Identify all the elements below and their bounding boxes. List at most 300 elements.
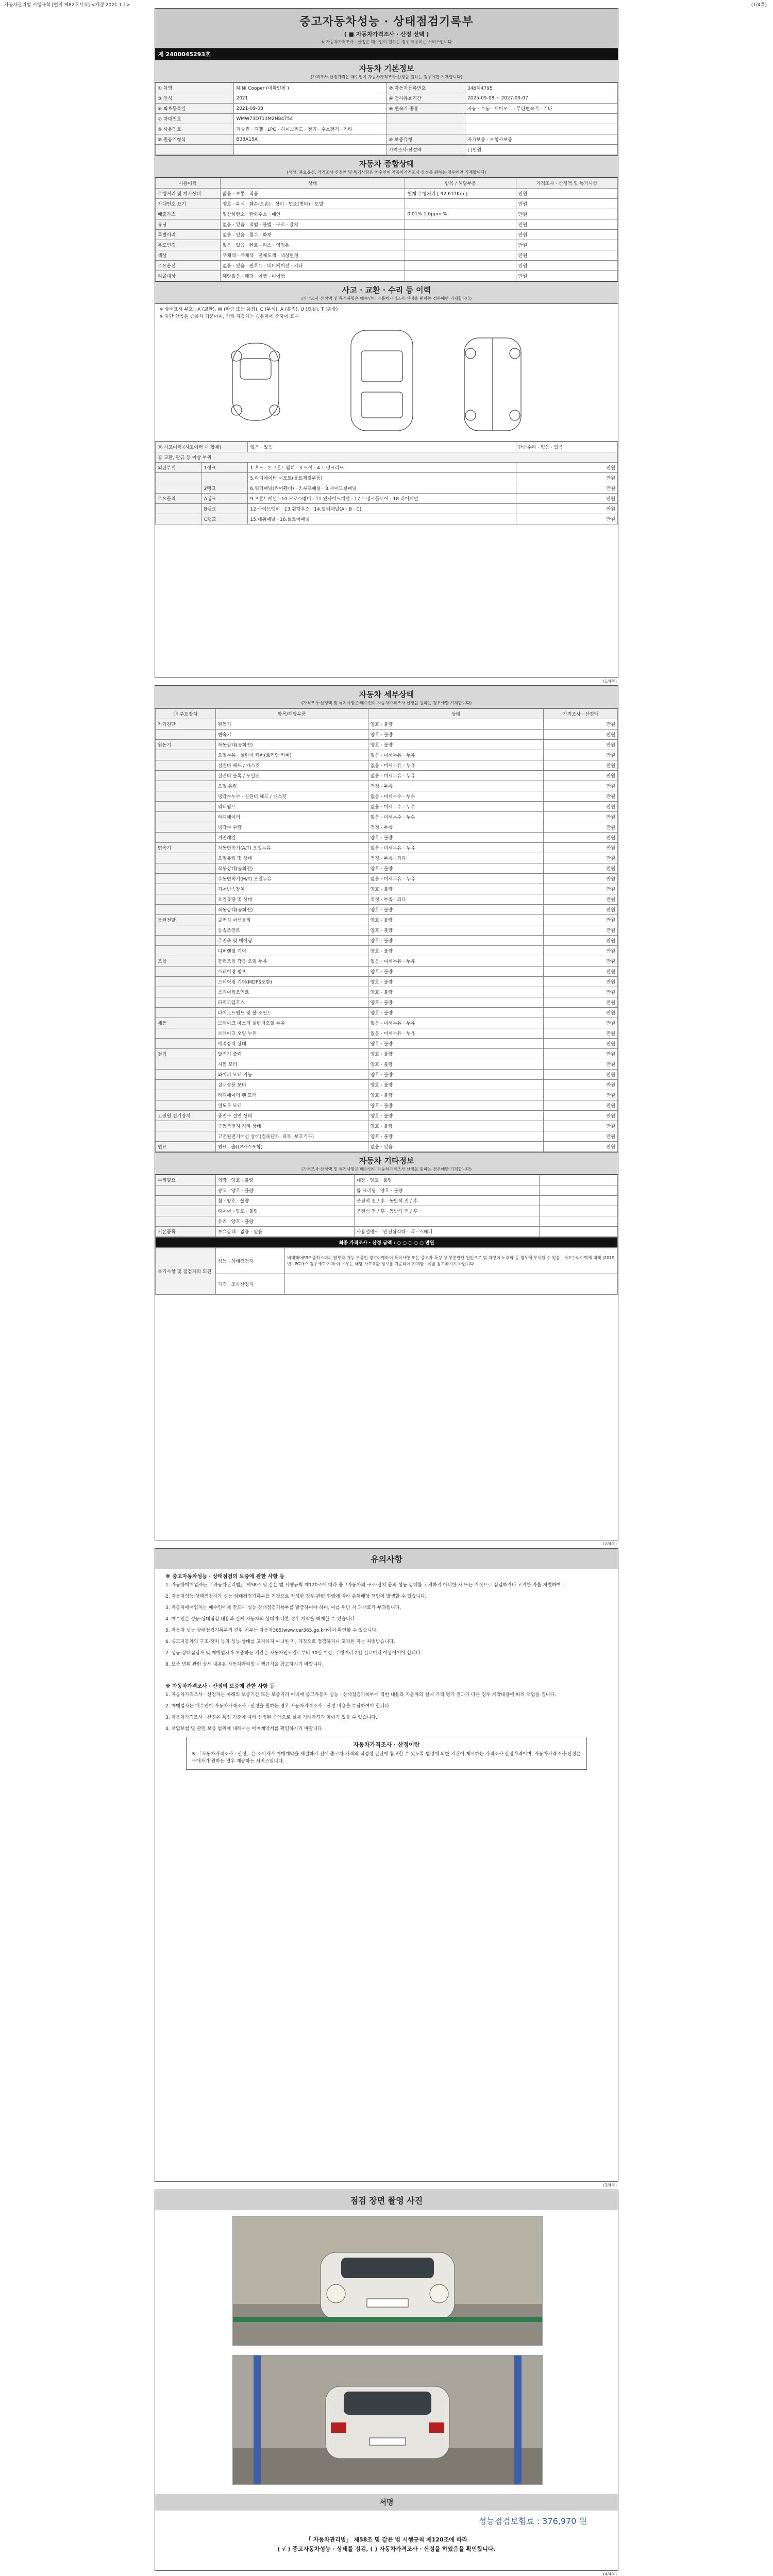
- device-label: [156, 1100, 216, 1111]
- notice-list-1: [155, 1582, 618, 1668]
- part-label: 스티어링 펌프: [215, 967, 368, 977]
- basic-info-sub: (가격조사·산정가격은 매수인이 자동차가격조사·산정을 원하는 경우에만 기재합니다): [155, 74, 618, 82]
- price-cell: 만원: [516, 514, 617, 524]
- state-value: 양호 · 불량: [368, 1039, 544, 1049]
- page-4: [155, 2190, 618, 2576]
- price-cell: [539, 1206, 618, 1216]
- table-row: [156, 1028, 618, 1039]
- rank-label: C랭크: [201, 514, 248, 524]
- table-row: [156, 1049, 618, 1059]
- row-value: 만원: [516, 230, 617, 240]
- page-1: [155, 8, 618, 684]
- page-number-4: (4/4쪽): [603, 2572, 617, 2576]
- field-value: 자가보증 · 보험사보증: [465, 134, 617, 145]
- special-appraiser: 가격 · 조사산정자: [215, 1274, 285, 1295]
- state-value: 적정 · 부족: [368, 822, 544, 833]
- state-value: 없음 · 있음: [368, 1142, 544, 1152]
- appraisal-box: [186, 1737, 587, 1770]
- field-value: 348허4795: [465, 83, 617, 93]
- device-label: [156, 977, 216, 987]
- table-header: [156, 709, 618, 719]
- field-label: ④ 검사유효기간: [386, 93, 465, 104]
- part-label: 타이로드엔드 및 볼 조인트: [215, 1008, 368, 1018]
- table-row: [156, 452, 618, 463]
- field-value: 가솔린 · 디젤 · LPG · 하이브리드 · 전기 · 수소전기 · 기타: [234, 124, 386, 134]
- device-label: [156, 1070, 216, 1080]
- table-row: [156, 261, 618, 271]
- table-row: [156, 812, 618, 822]
- state-value: 양호 · 불량: [368, 1131, 544, 1142]
- rank-parts: 6.쿼터패널(리어휀더) · 7.루프패널 · 8.사이드실패널: [248, 483, 516, 494]
- table-row: [156, 1175, 618, 1185]
- device-label: [156, 936, 216, 946]
- device-label: [156, 760, 216, 771]
- field-value: 자동 · 수동 · 세미오토 · 무단변속기 · 기타: [465, 104, 617, 114]
- final-price-label: 최종 가격조사 · 산정 금액 : ○ ○ ○ ○ ○ 만원: [156, 1238, 618, 1248]
- device-label: [156, 1131, 216, 1142]
- rank-parts: 9.프론트패널 · 10.크로스멤버 · 11.인사이드패널 · 17.트렁크플로어 · 18.리어패널: [248, 494, 516, 504]
- detail-title: 자동차 세부상태: [155, 686, 618, 700]
- price-cell: 만원: [516, 463, 617, 473]
- table-row: [156, 977, 618, 987]
- table-row: [156, 967, 618, 977]
- device-label: [156, 812, 216, 822]
- document-number: 제 2400045293호: [155, 48, 618, 60]
- price-cell: 만원: [544, 936, 618, 946]
- row-value: [405, 261, 516, 271]
- table-row: [156, 1142, 618, 1152]
- device-label: [156, 1008, 216, 1018]
- table-row: [156, 83, 618, 93]
- row-value: 없음 · 있음 · 렌트 · 리스 · 영업용: [220, 240, 405, 250]
- part-label: 파워고압호스: [215, 997, 368, 1008]
- row-value: 만원: [516, 189, 617, 199]
- field-value: 2021: [234, 93, 386, 104]
- price-cell: 만원: [544, 967, 618, 977]
- notice-item: 1. 자동차매매업자는 「자동차관리법」 제58조 및 같은 법 시행규칙 제120조에 따라 중고자동차의 구조·장치 등의 성능·상태를 고지하지 아니한 자 또는 거짓으로 점검하거나 고지한 자를 처벌하며...: [165, 1583, 565, 1588]
- accident-history-label: ⑪ 사고이력 (사고이력 시 합계): [156, 442, 248, 452]
- state-value: 양호 · 불량: [368, 884, 544, 894]
- state-value: 없음 · 미세누유 · 누유: [368, 1018, 544, 1028]
- price-cell: 만원: [544, 863, 618, 874]
- legend-line-1: ※ 상태표시 부호 : X (교환), W (판금 또는 용접), C (부식), A (흠집), U (요철), T (손상): [159, 307, 338, 312]
- table-row: [156, 1008, 618, 1018]
- car-diagram-area: [155, 323, 618, 442]
- field-label: ⑨ 원동기형식: [156, 134, 234, 145]
- state-value: 없음 · 미세누유 · 누유: [368, 760, 544, 771]
- row-value: [405, 240, 516, 250]
- price-cell: 만원: [544, 1059, 618, 1070]
- table-row: [156, 145, 618, 155]
- row-value: 만원: [516, 271, 617, 281]
- price-cell: 만원: [544, 833, 618, 843]
- price-cell: 만원: [544, 956, 618, 967]
- item-value: 내장 · 양호 · 불량: [354, 1175, 539, 1185]
- device-label: [156, 1121, 216, 1131]
- row-value: 없음 · 있음 · 썬루프 · 네비게이션 · 기타: [220, 261, 405, 271]
- item-value: 운전석 전 / 후 · 동반석 전 / 후: [354, 1196, 539, 1206]
- row-label: 리콜대상: [156, 271, 221, 281]
- photos-title: 점검 장면 촬영 사진: [155, 2190, 618, 2210]
- device-label: 원동기: [156, 740, 216, 750]
- device-label: 자기진단: [156, 719, 216, 730]
- table-row: [156, 1059, 618, 1070]
- row-value: 만원: [516, 209, 617, 219]
- table-row: [156, 1039, 618, 1049]
- price-cell: 만원: [544, 925, 618, 936]
- price-cell: 만원: [544, 1018, 618, 1028]
- table-row: [156, 189, 618, 199]
- table-row: [156, 863, 618, 874]
- rank-parts: 15.대쉬패널 · 16.플로어패널: [248, 514, 516, 524]
- device-label: 전기: [156, 1049, 216, 1059]
- price-cell: 만원: [544, 1090, 618, 1100]
- table-row: [156, 843, 618, 853]
- table-row: [156, 1100, 618, 1111]
- field-label: [156, 145, 234, 155]
- table-row: [156, 124, 618, 134]
- state-value: 양호 · 불량: [368, 1059, 544, 1070]
- notice-item: 8. 보증 범위 관련 상세 내용은 자동차관리법 시행규칙을 참고하시기 바랍니다.: [165, 1662, 324, 1667]
- price-cell: 만원: [544, 1039, 618, 1049]
- part-label: 작동상태(공회전): [215, 905, 368, 915]
- car-front-view: [231, 343, 280, 420]
- item-value: 사용설명서 · 안전삼각대 · 잭 · 스패너: [354, 1227, 539, 1237]
- price-cell: 만원: [544, 781, 618, 791]
- device-label: 변속기: [156, 843, 216, 853]
- field-label: [386, 114, 465, 124]
- device-label: 제동: [156, 1018, 216, 1028]
- state-value: 양호 · 불량: [368, 967, 544, 977]
- state-value: 없음 · 미세누유 · 누유: [368, 956, 544, 967]
- part-label: 작동상태(공회전): [215, 863, 368, 874]
- price-cell: 만원: [544, 874, 618, 884]
- special-table: [155, 1248, 618, 1295]
- page-2: [155, 685, 618, 1546]
- row-value: 무채색 · 유채색 · 전체도색 · 색상변경: [220, 250, 405, 261]
- field-label: ⑩ 보증유형: [386, 134, 465, 145]
- car-diagram: [155, 323, 618, 441]
- field-label: ⑦ 차대번호: [156, 114, 234, 124]
- notice-item: 2. 매매업자는 매수인이 자동차가격조사 · 산정을 원하는 경우 자동차가격조사 · 산정 비용을 부담하여야 합니다.: [165, 1704, 391, 1709]
- row-value: 만원: [516, 219, 617, 230]
- field-label: [386, 124, 465, 134]
- row-label: 배출가스: [156, 209, 221, 219]
- price-cell: 만원: [516, 483, 617, 494]
- category-label: 수리필요: [156, 1175, 216, 1185]
- field-value: ( )만원: [465, 145, 617, 155]
- state-value: 없음 · 미세누유 · 누유: [368, 771, 544, 781]
- price-cell: 만원: [544, 1100, 618, 1111]
- table-row: [156, 504, 618, 514]
- price-cell: [539, 1185, 618, 1196]
- final-price-table: [155, 1237, 618, 1248]
- form-reference: 자동차관리법 시행규칙 [별지 제82호서식] <개정 2021.1.1>: [4, 3, 130, 8]
- field-value: WMW73DT13M2N84754: [234, 114, 386, 124]
- part-label: 커먼레일: [215, 833, 368, 843]
- field-label: ② 자동차등록번호: [386, 83, 465, 93]
- table-row: [156, 1131, 618, 1142]
- notice-item: 2. 자동차성능·상태점검자가 성능·상태점검기록부를 거짓으로 작성한 경우 관련 법령에 따라 손해배상 책임이 발생할 수 있습니다.: [165, 1594, 427, 1599]
- part-label: 수동변속기(M/T) 오일누유: [215, 874, 368, 884]
- device-label: 조향: [156, 956, 216, 967]
- row-value: 해당없음 · 해당 · 이행 · 미이행: [220, 271, 405, 281]
- column-header: ⑬ 주요장치: [156, 709, 216, 719]
- category-label: [156, 1216, 216, 1227]
- insurance-fee: 성능점검보험료 : 376,970 원: [478, 2516, 587, 2526]
- device-label: [156, 997, 216, 1008]
- part-label: 등속조인트: [215, 925, 368, 936]
- state-value: 양호 · 불량: [368, 997, 544, 1008]
- row-label: 튜닝: [156, 219, 221, 230]
- basic-info-title: 자동차 기본정보: [155, 60, 618, 74]
- rank-label: 2랭크: [201, 483, 248, 494]
- device-label: [156, 874, 216, 884]
- status-table: [155, 178, 618, 281]
- part-label: 배력장치 상태: [215, 1039, 368, 1049]
- price-cell: 만원: [544, 915, 618, 925]
- device-label: 고전원 전기장치: [156, 1111, 216, 1121]
- rank-parts: 5.라디에이터 서포트(볼트체결부품): [248, 473, 516, 483]
- part-label: 오일유량 및 상태: [215, 894, 368, 905]
- part-label: 충전구 절연 상태: [215, 1111, 368, 1121]
- price-cell: 만원: [544, 997, 618, 1008]
- part-label: 오일 유량: [215, 781, 368, 791]
- price-cell: 만원: [544, 843, 618, 853]
- part-label: 자동변속기(A/T) 오일누유: [215, 843, 368, 853]
- other-table: [155, 1175, 618, 1237]
- page-number-2: (2/4쪽): [603, 1541, 617, 1546]
- sign-line-2: ( √ ) 중고자동차성능 · 상태를 점검, ( ) 자동차가격조사 · 산정을 하였음을 확인합니다.: [277, 2546, 496, 2552]
- column-header: 사용이력: [156, 178, 221, 189]
- price-cell: 만원: [544, 894, 618, 905]
- table-row: [156, 740, 618, 750]
- part-label: 구동축전지 격리 상태: [215, 1121, 368, 1131]
- state-value: 양호 · 불량: [368, 719, 544, 730]
- row-value: [405, 219, 516, 230]
- legend-line-2: ※ 하단 항목은 승용차 기준이며, 기타 자동차는 승용차에 준하여 표시: [159, 314, 299, 319]
- table-header: [156, 178, 618, 189]
- notice-item: 5. 자동차 성능·상태점검기록부의 진위 여부는 자동차365(www.car365.go.kr)에서 확인할 수 있습니다.: [165, 1628, 378, 1633]
- notice-title: 유의사항: [155, 1549, 618, 1569]
- table-row: [156, 230, 618, 240]
- photo-rear-image: [233, 2355, 542, 2484]
- item-value: 외장 · 양호 · 불량: [215, 1175, 354, 1185]
- device-label: [156, 987, 216, 997]
- state-value: 양호 · 불량: [368, 1008, 544, 1018]
- notice-item: 3. 자동차매매업자는 매수인에게 반드시 성능·상태점검기록부를 발급하여야 하며, 이를 위반 시 과태료가 부과됩니다.: [165, 1605, 401, 1611]
- price-cell: 만원: [516, 494, 617, 504]
- state-value: 없음 · 미세누수 · 누수: [368, 802, 544, 812]
- part-label: 스티어링조인트: [215, 987, 368, 997]
- form-note: ※ 자동차가격조사 · 산정은 매수인이 원하는 경우 제공하는 서비스입니다: [321, 40, 452, 44]
- device-label: [156, 833, 216, 843]
- field-value: [465, 114, 617, 124]
- price-cell: 만원: [516, 504, 617, 514]
- table-row: [156, 240, 618, 250]
- price-cell: 만원: [544, 740, 618, 750]
- car-top-view: [351, 330, 413, 431]
- special-text: 비대해어FRP 중하스퍼의 탈부착 가능 부품인 경고이행하여 특이사항 또는 중고차 특성 상 부분판단 원인으로 및 차량이 노후화 등 경우에 부식될 수 있음 · 사고수리이력에 대해 (2019년 LPG가스 경우에도 기재·이 유무는 해당 사고교환 정보를 기준하여 기재함 · 이를 참고하시기 바랍니다: [285, 1248, 618, 1274]
- device-label: [156, 1090, 216, 1100]
- notice-heading-2: ※ 자동차가격조사 · 산정의 보증에 관한 사항 등: [165, 1684, 275, 1689]
- price-cell: 만원: [544, 760, 618, 771]
- part-label: 발전기 출력: [215, 1049, 368, 1059]
- device-label: [156, 884, 216, 894]
- notice-heading-1: ※ 중고자동차성능 · 상태점검의 보증에 관한 사항 등: [165, 1574, 285, 1580]
- price-cell: 만원: [544, 1028, 618, 1039]
- price-cell: [539, 1196, 618, 1206]
- table-row: [156, 93, 618, 104]
- device-label: [156, 863, 216, 874]
- device-label: [156, 1039, 216, 1049]
- price-cell: 만원: [544, 1070, 618, 1080]
- row-label: 특별이력: [156, 230, 221, 240]
- table-row: [156, 250, 618, 261]
- part-label: 동력조향 작동 오일 누유: [215, 956, 368, 967]
- part-label: 연료누출(LP가스포함): [215, 1142, 368, 1152]
- accident-table: [155, 442, 618, 524]
- table-row: [156, 1090, 618, 1100]
- device-label: 연료: [156, 1142, 216, 1152]
- table-row: [156, 219, 618, 230]
- part-label: 기어변속장치: [215, 884, 368, 894]
- accident-history-value: 없음 · 있음: [248, 442, 516, 452]
- item-value: 광택 · 양호 · 불량: [215, 1185, 354, 1196]
- rank-label: 1랭크: [201, 463, 248, 473]
- price-cell: 만원: [544, 853, 618, 863]
- form-title: 중고자동차성능 · 상태점검기록부: [299, 15, 474, 28]
- row-value: 현재 주행거리 [ 92,677Km ]: [405, 189, 516, 199]
- table-row: [156, 750, 618, 760]
- table-row: [156, 874, 618, 884]
- price-cell: 만원: [544, 884, 618, 894]
- price-cell: 만원: [544, 812, 618, 822]
- row-label: 색상: [156, 250, 221, 261]
- special-label: 특기사항 및 점검자의 의견: [156, 1248, 216, 1295]
- price-cell: 만원: [544, 791, 618, 802]
- appraisal-box-title: 자동차가격조사 · 산정이란: [353, 1741, 420, 1748]
- table-row: [156, 781, 618, 791]
- accident-sub: (가격조사·산정액 및 특기사항은 매수인이 자동차가격조사·산정을 원하는 경우에만 기재합니다): [155, 296, 618, 304]
- device-label: [156, 750, 216, 760]
- rank-label: 주요골격: [156, 494, 202, 504]
- table-row: [156, 463, 618, 473]
- appraisal-box-text: ※ 「자동차가격조사 · 산정」은 소비자가 매매계약을 체결하기 전에 중고차 가격의 적정성 판단에 참고할 수 있도록 법령에 의한 기관이 제시하는 가격조사·산정가격이며, 자동차가격조사·산정은 구매자가 원하는 경우 제공하는 서비스입니다.: [192, 1752, 581, 1764]
- state-value: 없음 · 미세누유 · 누유: [368, 843, 544, 853]
- column-header: 상태: [220, 178, 405, 189]
- detail-sub: (가격조사·산정액 및 특기사항은 매수인이 자동차가격조사·산정을 원하는 경우에만 기재합니다): [155, 700, 618, 708]
- field-value: [234, 145, 386, 155]
- table-row: [156, 946, 618, 956]
- price-cell: 만원: [544, 1142, 618, 1152]
- table-row: [156, 271, 618, 281]
- page-3: [155, 1548, 618, 2188]
- category-label: [156, 1185, 216, 1196]
- state-value: 없음 · 미세누유 · 누유: [368, 874, 544, 884]
- table-row: [156, 104, 618, 114]
- notice-item: 1. 자동차가격조사 · 산정자는 아래의 보증기간 또는 보증거리 이내에 중고자동차 성능 · 상태점검기록부에 적힌 내용과 자동차의 실제 가격 평가 결과가 다른 경우 계약내용에 따라 책임을 집니다.: [165, 1692, 557, 1698]
- state-value: 양호 · 불량: [368, 730, 544, 740]
- row-value: 많음 · 보통 · 적음: [220, 189, 405, 199]
- table-row: [156, 483, 618, 494]
- state-value: 양호 · 불량: [368, 1100, 544, 1111]
- price-cell: 만원: [544, 719, 618, 730]
- device-label: [156, 894, 216, 905]
- device-label: [156, 1028, 216, 1039]
- row-value: 만원: [516, 240, 617, 250]
- device-label: [156, 925, 216, 936]
- table-row: [156, 1070, 618, 1080]
- table-row: [156, 199, 618, 209]
- row-label: 용도변경: [156, 240, 221, 250]
- page-number-1: (1/4쪽): [603, 679, 617, 684]
- part-label: 워터펌프: [215, 802, 368, 812]
- part-label: 오일누유 · 실린더 커버(로커암 커버): [215, 750, 368, 760]
- row-value: [405, 230, 516, 240]
- table-row: [156, 802, 618, 812]
- part-label: 라디에이터: [215, 812, 368, 822]
- page-number-3: (3/4쪽): [603, 2183, 617, 2188]
- part-label: 실내송풍 모터: [215, 1080, 368, 1090]
- notice-item: 4. 매수인은 성능·상태점검 내용과 실제 자동차의 상태가 다른 경우 계약을 해제할 수 있습니다.: [165, 1617, 357, 1622]
- state-value: 없음 · 미세누수 · 누수: [368, 791, 544, 802]
- row-value: [405, 199, 516, 209]
- price-cell: 만원: [544, 987, 618, 997]
- sign-line-1: 「 자동차관리법」 제58조 및 같은 법 시행규칙 제120조에 따라: [305, 2536, 468, 2543]
- row-label: 주요옵션: [156, 261, 221, 271]
- field-label: 가격조사·산정액: [386, 145, 465, 155]
- table-row: [156, 822, 618, 833]
- price-cell: 만원: [544, 730, 618, 740]
- other-sub: (가격조사·산정액 및 특기사항은 매수인이 자동차가격조사·산정을 원하는 경우에만 기재합니다): [155, 1166, 618, 1175]
- table-row: [156, 719, 618, 730]
- field-label: ① 차명: [156, 83, 234, 93]
- device-label: [156, 967, 216, 977]
- price-cell: [539, 1175, 618, 1185]
- state-value: 적정 · 부족: [368, 781, 544, 791]
- table-row: [156, 1018, 618, 1028]
- row-label: 차대번호 표기: [156, 199, 221, 209]
- field-label: ⑤ 최초등록일: [156, 104, 234, 114]
- rank-label: B랭크: [201, 504, 248, 514]
- field-value: MINI Cooper (미확인됨 ): [234, 83, 386, 93]
- part-label: 브레이크 오일 누유: [215, 1028, 368, 1039]
- device-label: [156, 771, 216, 781]
- device-label: [156, 905, 216, 915]
- device-label: [156, 853, 216, 863]
- basic-info-table: [155, 82, 618, 155]
- state-value: 양호 · 불량: [368, 1049, 544, 1059]
- table-row: [156, 833, 618, 843]
- repair-history-value: 단순수리 · 없음 · 있음: [516, 442, 617, 452]
- state-value: 양호 · 불량: [368, 1070, 544, 1080]
- state-value: 적정 · 부족 · 과다: [368, 894, 544, 905]
- table-row: [156, 925, 618, 936]
- state-value: 양호 · 불량: [368, 863, 544, 874]
- table-row: [156, 884, 618, 894]
- state-value: 없음 · 미세누유 · 누유: [368, 1028, 544, 1039]
- category-label: [156, 1206, 216, 1216]
- price-cell: [539, 1227, 618, 1237]
- field-label: ③ 연식: [156, 93, 234, 104]
- rank-parts: 12.사이드멤버 · 13.휠하우스 · 14.필러패널(A · B · C): [248, 504, 516, 514]
- part-label: 실린더 헤드 / 개스킷: [215, 760, 368, 771]
- photo-front-image: [233, 2216, 542, 2345]
- part-label: 냉각수 수량: [215, 822, 368, 833]
- part-label: 오일유량 및 상태: [215, 853, 368, 863]
- price-cell: 만원: [544, 1008, 618, 1018]
